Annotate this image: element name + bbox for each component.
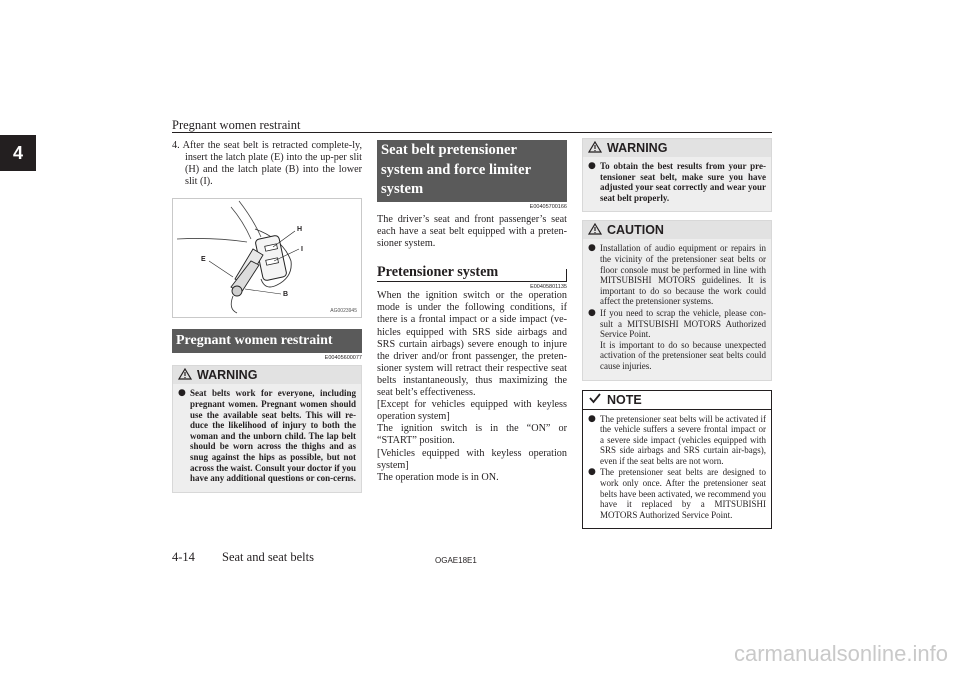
column-1: [172, 140, 362, 493]
running-header: Pregnant women restraint: [172, 118, 301, 132]
warning-box: [172, 365, 362, 492]
warning-title: WARNING: [607, 141, 668, 155]
page-number: 4-14: [172, 550, 195, 564]
section-title-line: system: [381, 181, 424, 197]
caution-bullet: [588, 243, 766, 307]
label-h: H: [297, 226, 303, 234]
note-header: [583, 391, 771, 410]
warning-triangle-icon: [173, 368, 197, 383]
bullet-dot-icon: ●: [178, 388, 186, 399]
body-paragraph: [Except for vehicles equipped with keyless operation system]: [377, 399, 567, 423]
warning-bullet-text: Seat belts work for everyone, including pregnant women. Pregnant women should use the available seat belts. This will re-duce the likelihood of injury to both the woman and the unborn child. The lap belt should be worn across the thighs and as snug against the hips as possible, but not across the waist. Consult your doctor if you have any additional questions or con-cerns.: [190, 388, 357, 484]
caution-bullet-text: Installation of audio equipment or repairs in the vicinity of the pretensioner seat belts or floor console must be performed in line with MITSUBISHI MOTORS guidelines. It is important to do so because the work could affect the pretensioner systems.: [600, 243, 766, 307]
caution-title: CAUTION: [607, 223, 664, 238]
caution-box: [582, 220, 772, 380]
document-code: OGAE18E1: [435, 556, 477, 565]
warning-title: WARNING: [197, 368, 258, 383]
step-4-text: 4. After the seat belt is retracted complete-ly, insert the latch plate (E) into the up-per slit (H) and the latch plate (B) into the lower slit (I).: [172, 140, 362, 188]
column-3: [582, 140, 772, 529]
caution-header: [583, 221, 771, 239]
subsection-title-text: Pretensioner system: [377, 264, 499, 281]
subsection-code: E00405801135: [530, 284, 567, 291]
column-2: [377, 140, 567, 484]
note-bullet: [588, 414, 766, 467]
section-code: E00405700166: [529, 204, 567, 210]
warning-bullet: [588, 161, 766, 203]
bullet-dot-icon: ●: [588, 243, 596, 254]
bullet-dot-icon: ●: [588, 307, 596, 318]
intro-paragraph: The driver’s seat and front passenger’s seat each have a seat belt equipped with a preten-sioner system.: [377, 214, 567, 250]
caution-triangle-icon: [583, 223, 607, 238]
header-rule: [172, 132, 772, 133]
figure-id: AG0023945: [330, 308, 357, 315]
bullet-dot-icon: ●: [588, 467, 596, 478]
warning-bullet: [178, 388, 356, 483]
body-paragraph: The operation mode is in ON.: [377, 471, 499, 483]
watermark: carmanualsonline.info: [733, 641, 948, 666]
label-b: B: [283, 291, 289, 299]
body-paragraph: [Vehicles equipped with keyless operation system]: [377, 447, 567, 471]
warning-bullet-text: To obtain the best results from your pre-tensioner seat belt, make sure you have adjusted your seat correctly and wear your seat belt properly.: [600, 161, 766, 203]
bullet-dot-icon: ●: [588, 161, 596, 171]
note-bullet: [588, 467, 766, 520]
note-box: [582, 390, 772, 530]
chapter-tab[interactable]: 4: [0, 135, 36, 171]
note-title: NOTE: [607, 392, 642, 407]
note-bullet-text: The pretensioner seat belts will be activated if the vehicle suffers a severe frontal impact or a severe side impact (vehicles equipped with SRS side airbags and SRS curtain air-bags), even if the seat belts are not worn.: [600, 413, 766, 466]
body-paragraph: When the ignition switch or the operation mode is under the following conditions, if there is a frontal impact or a side impact (ve-hicles equipped with SRS side airbags and SRS curtain airbags) severe enough to injure the driver and/or front passenger, the preten-sioner system will retract their respective seat belts instantaneously, thus maximizing the seat belt’s effectiveness.: [377, 290, 567, 399]
caution-bullet-text: If you need to scrap the vehicle, please con-sult a MITSUBISHI MOTORS Authorized Service Point. It is important to do so because unexpected activation of the pretensioner seat belts could cause injuries.: [600, 307, 766, 371]
warning-box-pretensioner: [582, 138, 772, 212]
section-title-line: system and force limiter: [381, 161, 532, 178]
subsection-title-pretensioner: [377, 263, 567, 282]
section-code: E00405600077: [324, 355, 362, 362]
section-title-pregnant-women: Pregnant women restraint: [172, 329, 362, 353]
latch-plate-figure: [172, 198, 362, 318]
label-i: I: [301, 246, 303, 254]
section-title-line: Seat belt pretensioner: [381, 142, 517, 158]
label-e: E: [201, 256, 206, 264]
footer-section-name: Seat and seat belts: [222, 550, 314, 564]
body-paragraph: The ignition switch is in the “ON” or “START” position.: [377, 423, 567, 447]
caution-bullet: [588, 308, 766, 372]
warning-triangle-icon: [583, 141, 607, 156]
note-bullet-text: The pretensioner seat belts are designed to work only once. After the pretensioner seat belts have been activated, we recommend you have it replaced by a MITSUBISHI MOTORS Authorized Service Point.: [600, 467, 766, 520]
subsection-rule-end: [566, 269, 567, 281]
warning-header: [173, 366, 361, 384]
warning-header: [583, 139, 771, 157]
bullet-dot-icon: ●: [588, 413, 596, 424]
note-check-icon: [583, 392, 607, 407]
section-title-pretensioner-force-limiter: [377, 140, 567, 202]
latch-plate-illustration: [173, 199, 361, 317]
